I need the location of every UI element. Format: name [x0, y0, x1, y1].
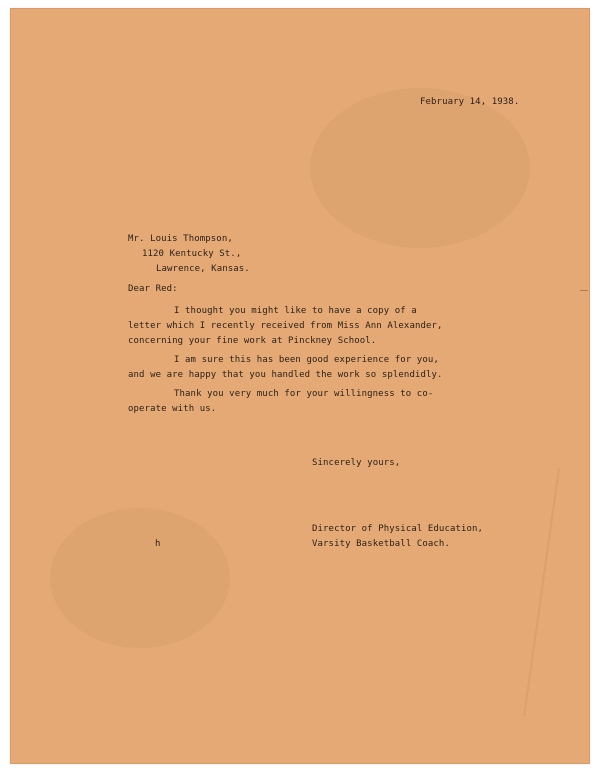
margin-mark [580, 290, 588, 291]
paragraph-2-line: I am sure this has been good experience for you, [174, 355, 439, 365]
paragraph-1-line: concerning your fine work at Pinckney School. [128, 336, 377, 346]
recipient-street: 1120 Kentucky St., [142, 249, 242, 259]
paragraph-2-line: and we are happy that you handled the work so splendidly. [128, 370, 443, 380]
salutation: Dear Red: [128, 284, 178, 294]
paragraph-1-line: I thought you might like to have a copy of a [174, 306, 417, 316]
paper-stain [50, 508, 230, 648]
paragraph-1-line: letter which I recently received from Miss Ann Alexander, [128, 321, 443, 331]
typist-initials: h [155, 539, 161, 549]
letter-sheet [10, 8, 590, 764]
recipient-name: Mr. Louis Thompson, [128, 234, 233, 244]
paper-crease [523, 468, 560, 716]
closing: Sincerely yours, [312, 458, 401, 468]
recipient-city: Lawrence, Kansas. [156, 264, 250, 274]
letter-date: February 14, 1938. [420, 97, 520, 107]
signature-title: Varsity Basketball Coach. [312, 539, 450, 549]
paper-stain [310, 88, 530, 248]
paragraph-3-line: Thank you very much for your willingness to co- [174, 389, 434, 399]
paragraph-3-line: operate with us. [128, 404, 217, 414]
signature-title: Director of Physical Education, [312, 524, 484, 534]
